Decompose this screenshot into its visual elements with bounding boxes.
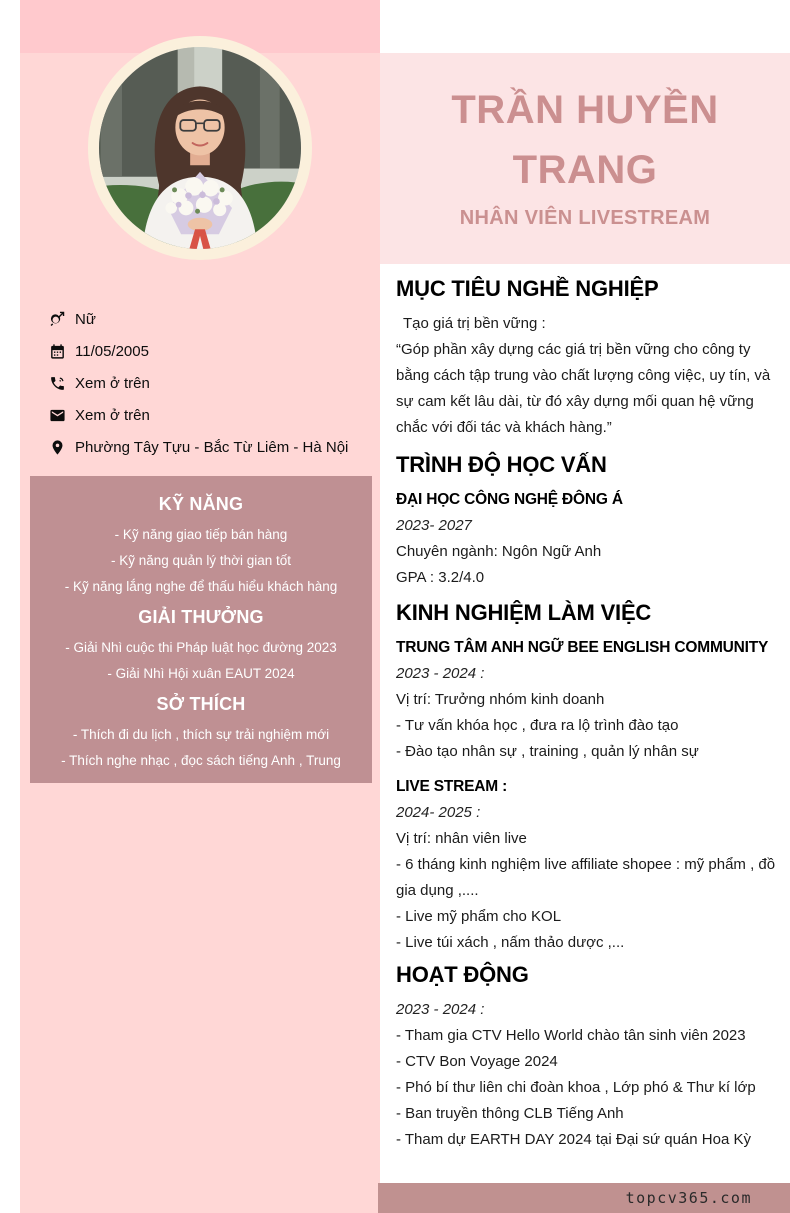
phone-icon: [48, 374, 66, 392]
portrait-illustration: [99, 47, 301, 249]
job-company: TRUNG TÂM ANH NGỮ BEE ENGLISH COMMUNITY: [396, 639, 769, 656]
job-title: NHÂN VIÊN LIVESTREAM: [459, 207, 711, 229]
activity-item: - CTV Bon Voyage 2024: [396, 1053, 558, 1070]
education-major: Chuyên ngành: Ngôn Ngữ Anh: [396, 543, 602, 560]
detail-birthday: [48, 335, 368, 367]
name-header: [380, 53, 790, 264]
awards-heading: GIẢI THƯỞNG: [138, 607, 264, 627]
job-position: Vị trí: nhân viên live: [396, 830, 527, 847]
skill-item: - Kỹ năng quản lý thời gian tốt: [111, 553, 291, 568]
skill-item: - Kỹ năng giao tiếp bán hàng: [114, 527, 288, 542]
activities-heading: HOẠT ĐỘNG: [396, 962, 529, 987]
award-item: - Giải Nhì Hội xuân EAUT 2024: [107, 666, 295, 681]
location-icon: [48, 438, 66, 456]
detail-phone: [48, 367, 368, 399]
education-school: ĐẠI HỌC CÔNG NGHỆ ĐÔNG Á: [396, 491, 623, 508]
skills-section: [30, 489, 372, 600]
hobby-item: - Thích đi du lịch , thích sự trải nghiệm mới: [72, 727, 330, 742]
detail-address: [48, 431, 368, 463]
job-bullet: - Live túi xách , nấm thảo dược ,...: [396, 934, 625, 951]
job-company: LIVE STREAM :: [396, 778, 508, 795]
footer-brand: topcv365.com: [625, 1189, 752, 1207]
job-period: 2023 - 2024 :: [396, 665, 485, 682]
detail-text: Xem ở trên: [75, 406, 150, 424]
profile-photo: [88, 36, 312, 260]
calendar-icon: [48, 342, 66, 360]
section-activities: [396, 962, 780, 1153]
education-period: 2023- 2027: [396, 517, 472, 534]
activities-period: 2023 - 2024 :: [396, 1001, 485, 1018]
detail-text: Xem ở trên: [75, 374, 150, 392]
email-icon: [48, 406, 66, 424]
section-education: [396, 452, 780, 591]
skills-heading: KỸ NĂNG: [158, 494, 244, 514]
job-position: Vị trí: Trưởng nhóm kinh doanh: [396, 691, 605, 708]
detail-text: 11/05/2005: [75, 342, 149, 360]
activity-item: - Phó bí thư liên chi đoàn khoa , Lớp phó & Thư kí lớp: [396, 1079, 756, 1096]
awards-section: [30, 602, 372, 687]
job-period: 2024- 2025 :: [396, 804, 481, 821]
activity-item: - Tham gia CTV Hello World chào tân sinh viên 2023: [396, 1027, 746, 1044]
section-objective: [396, 276, 780, 441]
skill-item: - Kỹ năng lắng nghe để thấu hiểu khách hàng: [64, 579, 338, 594]
sidebar-box: [30, 476, 372, 783]
detail-text: Nữ: [75, 310, 96, 328]
detail-gender: [48, 303, 368, 335]
education-gpa: GPA : 3.2/4.0: [396, 569, 485, 586]
gender-icon: [48, 310, 66, 328]
job-bullet: - 6 tháng kinh nghiệm live affiliate shopee : mỹ phẩm , đồ gia dụng ,....: [396, 856, 776, 899]
detail-text: Phường Tây Tựu - Bắc Từ Liêm - Hà Nội: [75, 438, 349, 456]
candidate-name: TRẦN HUYỀN TRANG: [451, 88, 719, 192]
objective-quote: “Góp phần xây dựng các giá trị bền vững cho công ty bằng cách tập trung vào chất lượng công việc, uy tín, và sự cam kết lâu dài, từ đó xây dựng mối quan hệ vững chắc với đối tác và khách hàng.”: [396, 341, 771, 436]
detail-email: [48, 399, 368, 431]
job-bullet: - Tư vấn khóa học , đưa ra lộ trình đào tạo: [396, 717, 679, 734]
hobbies-heading: SỞ THÍCH: [156, 694, 246, 714]
footer-bar: [378, 1183, 790, 1213]
hobbies-section: [30, 689, 372, 774]
education-heading: TRÌNH ĐỘ HỌC VẤN: [396, 452, 607, 477]
activity-item: - Ban truyền thông CLB Tiếng Anh: [396, 1105, 624, 1122]
objective-intro: Tạo giá trị bền vững :: [403, 315, 546, 332]
experience-heading: KINH NGHIỆM LÀM VIỆC: [396, 600, 652, 625]
sidebar: [20, 0, 380, 1213]
job-bullet: - Đào tạo nhân sự , training , quản lý nhân sự: [396, 743, 699, 760]
section-experience: [396, 600, 780, 765]
contact-details: [48, 303, 368, 463]
award-item: - Giải Nhì cuộc thi Pháp luật học đường 2023: [65, 640, 337, 655]
objective-heading: MỤC TIÊU NGHỀ NGHIỆP: [396, 276, 659, 301]
section-livestream: [396, 774, 780, 956]
job-bullet: - Live mỹ phẩm cho KOL: [396, 908, 562, 925]
activity-item: - Tham dự EARTH DAY 2024 tại Đại sứ quán Hoa Kỳ: [396, 1131, 751, 1148]
hobby-item: - Thích nghe nhạc , đọc sách tiếng Anh , Trung: [61, 753, 341, 768]
